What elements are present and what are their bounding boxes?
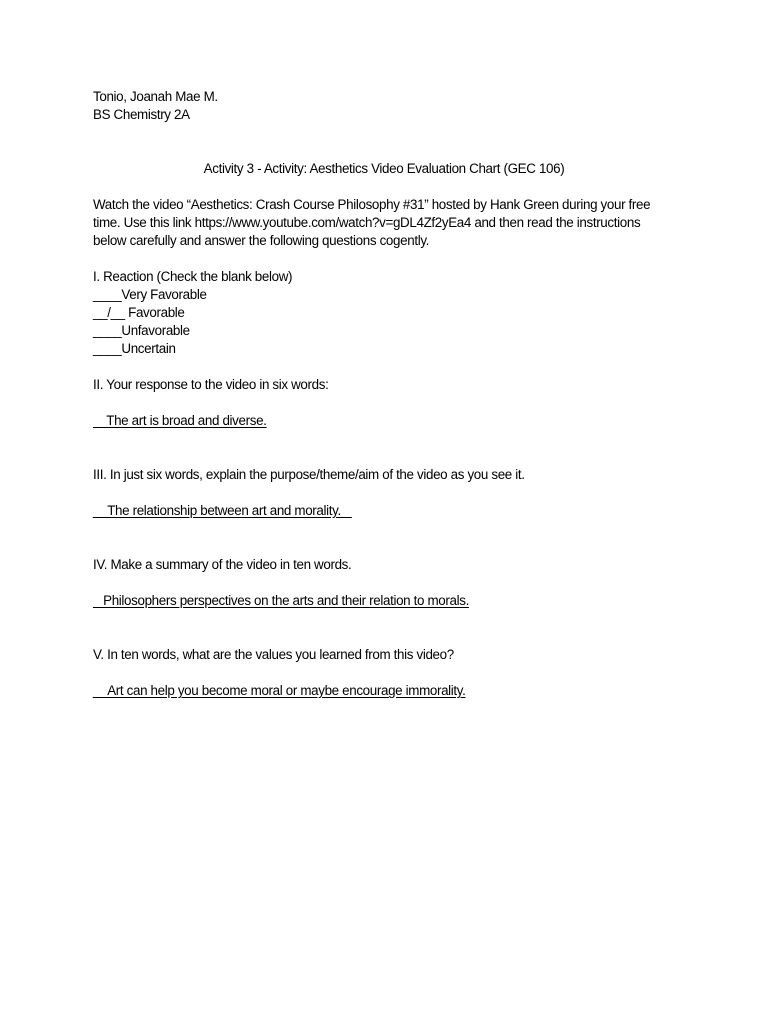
reaction-option-unfavorable: ____Unfavorable [93,323,190,338]
student-name: Tonio, Joanah Mae M. [93,89,218,104]
student-course: BS Chemistry 2A [93,107,190,122]
question-5: V. In ten words, what are the values you learned from this video? [93,647,454,662]
answer-4: Philosophers perspectives on the arts and their relation to morals. [93,593,469,608]
question-3: III. In just six words, explain the purpose/theme/aim of the video as you see it. [93,467,525,482]
intro-line-3: below carefully and answer the following questions cogently. [93,233,430,248]
reaction-option-very-favorable: ____Very Favorable [93,287,207,302]
answer-3: __The relationship between art and morality. _ [93,503,352,518]
question-4: IV. Make a summary of the video in ten words. [93,557,352,572]
reaction-heading: I. Reaction (Check the blank below) [93,269,293,284]
reaction-option-favorable: __/__ Favorable [93,305,185,320]
reaction-option-uncertain: ____Uncertain [93,341,176,356]
document-title: Activity 3 - Activity: Aesthetics Video Evaluation Chart (GEC 106) [203,161,565,176]
intro-line-2: time. Use this link https://www.youtube.com/watch?v=gDL4Zf2yEa4 and then read the instructions [93,215,641,230]
intro-line-1: Watch the video “Aesthetics: Crash Course Philosophy #31” hosted by Hank Green during your free [93,197,651,212]
answer-5: __Art can help you become moral or maybe encourage immorality. [93,683,466,698]
question-2: II. Your response to the video in six words: [93,377,329,392]
answer-2: The art is broad and diverse. [93,413,267,428]
